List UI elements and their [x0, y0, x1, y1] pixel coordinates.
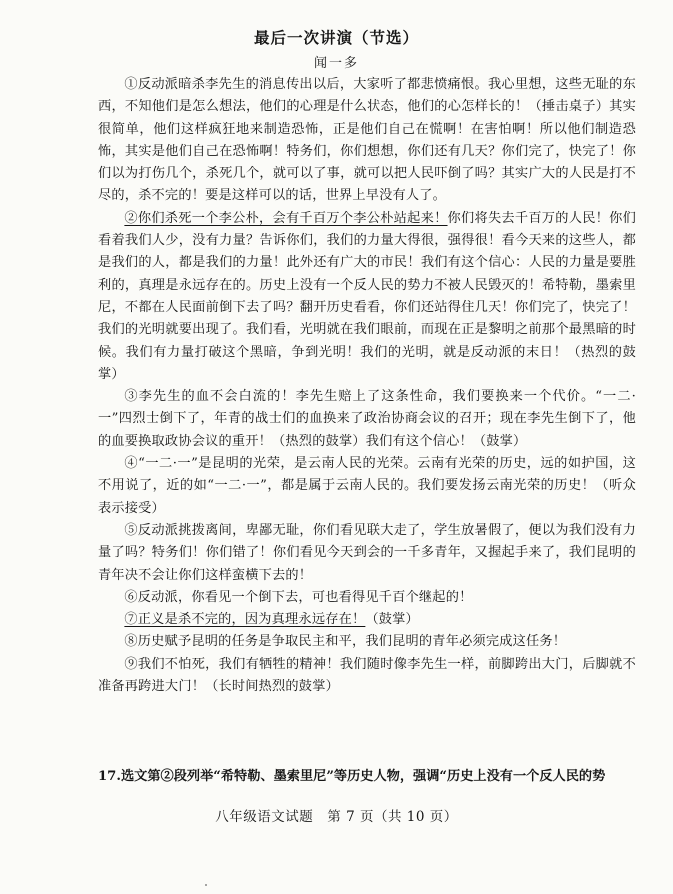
paragraph-text: ⑧历史赋予昆明的任务是争取民主和平，我们昆明的青年必须完成这任务！ [124, 634, 567, 650]
paragraph-9 [98, 654, 636, 699]
paragraph-4 [98, 453, 636, 520]
paragraph-text: ③李先生的血不会白流的！李先生赔上了这条性命，我们要换来一个代价。“一二·一”四烈士倒下了，年青的战士们的血换来了政治协商会议的召开；现在李先生倒下了，他的血要换取政协会议的重开！（热烈的鼓掌）我们有这个信心！（鼓掌） [98, 389, 636, 449]
document-title: 最后一次讲演（节选） [253, 29, 419, 47]
paragraph-text: ④“一二·一”是昆明的光荣，是云南人民的光荣。云南有光荣的历史，远的如护国，这不用说了，近的如“一二·一”，都是属于云南人民的。我们要发扬云南光荣的历史！（听众表示接受） [98, 456, 636, 516]
page-footer: 八年级语文试题 第 7 页（共 10 页） [215, 809, 458, 825]
underlined-sentence: ②你们杀死一个李公朴，会有千百万个李公朴站起来！ [124, 210, 448, 226]
paragraph-text: （鼓掌） [365, 612, 419, 628]
paragraph-7 [98, 609, 636, 631]
speech-body [98, 74, 636, 698]
paragraph-1 [98, 74, 636, 208]
underlined-sentence: ⑦正义是杀不完的，因为真理永远存在！ [124, 612, 366, 628]
paragraph-text: ①反动派暗杀李先生的消息传出以后，大家听了都悲愤痛恨。我心里想，这些无耻的东西，不知他们是怎么想法，他们的心理是什么状态，他们的心怎样长的！（捶击桌子）其实很简单，他们这样疯狂地来制造恐怖，正是他们自己在慌啊！在害怕啊！所以他们制造恐怖，其实是他们自己在恐怖啊！特务们，你们想想，你们还有几天？你们完了，快完了！你们以为打伤几个，杀死几个，就可以了事，就可以把人民吓倒了吗？其实广大的人民是打不尽的，杀不完的！要是这样可以的话，世界上早没有人了。 [98, 77, 636, 204]
paragraph-2 [98, 208, 636, 386]
paragraph-text: 你们将失去千百万的人民！你们看着我们人少，没有力量？告诉你们，我们的力量大得很，强得很！看今天来的这些人，都是我们的人，都是我们的力量！此外还有广大的市民！我们有这个信心：人民的力量是要胜利的，真理是永远存在的。历史上没有一个反人民的势力不被人民毁灭的！希特勒，墨索里尼，不都在人民面前倒下去了吗？翻开历史看看，你们还站得住几天！你们完了，快完了！我们的光明就要出现了。我们看，光明就在我们眼前，而现在正是黎明之前那个最黑暗的时候。我们有力量打破这个黑暗，争到光明！我们的光明，就是反动派的末日！（热烈的鼓掌） [98, 210, 636, 382]
paragraph-text: ⑨我们不怕死，我们有牺牲的精神！我们随时像李先生一样，前脚跨出大门，后脚就不准备再跨进大门！（长时间热烈的鼓掌） [98, 656, 636, 695]
scan-speck [205, 884, 207, 886]
paragraph-8 [98, 631, 636, 653]
paragraph-5 [98, 520, 636, 587]
question-17: 17.选文第②段列举“希特勒、墨索里尼”等历史人物，强调“历史上没有一个反人民的势 [98, 769, 606, 784]
paragraph-3 [98, 386, 636, 453]
paragraph-6 [98, 587, 636, 609]
paragraph-text: ⑥反动派，你看见一个倒下去，可也看得见千百个继起的！ [124, 589, 473, 605]
paragraph-text: ⑤反动派挑拨离间，卑鄙无耻，你们看见联大走了，学生放暑假了，便以为我们没有力量了吗？特务们！你们错了！你们看见今天到会的一千多青年，又握起手来了，我们昆明的青年决不会让你们这样蛮横下去的！ [98, 522, 636, 583]
author-name: 闻一多 [313, 56, 359, 71]
